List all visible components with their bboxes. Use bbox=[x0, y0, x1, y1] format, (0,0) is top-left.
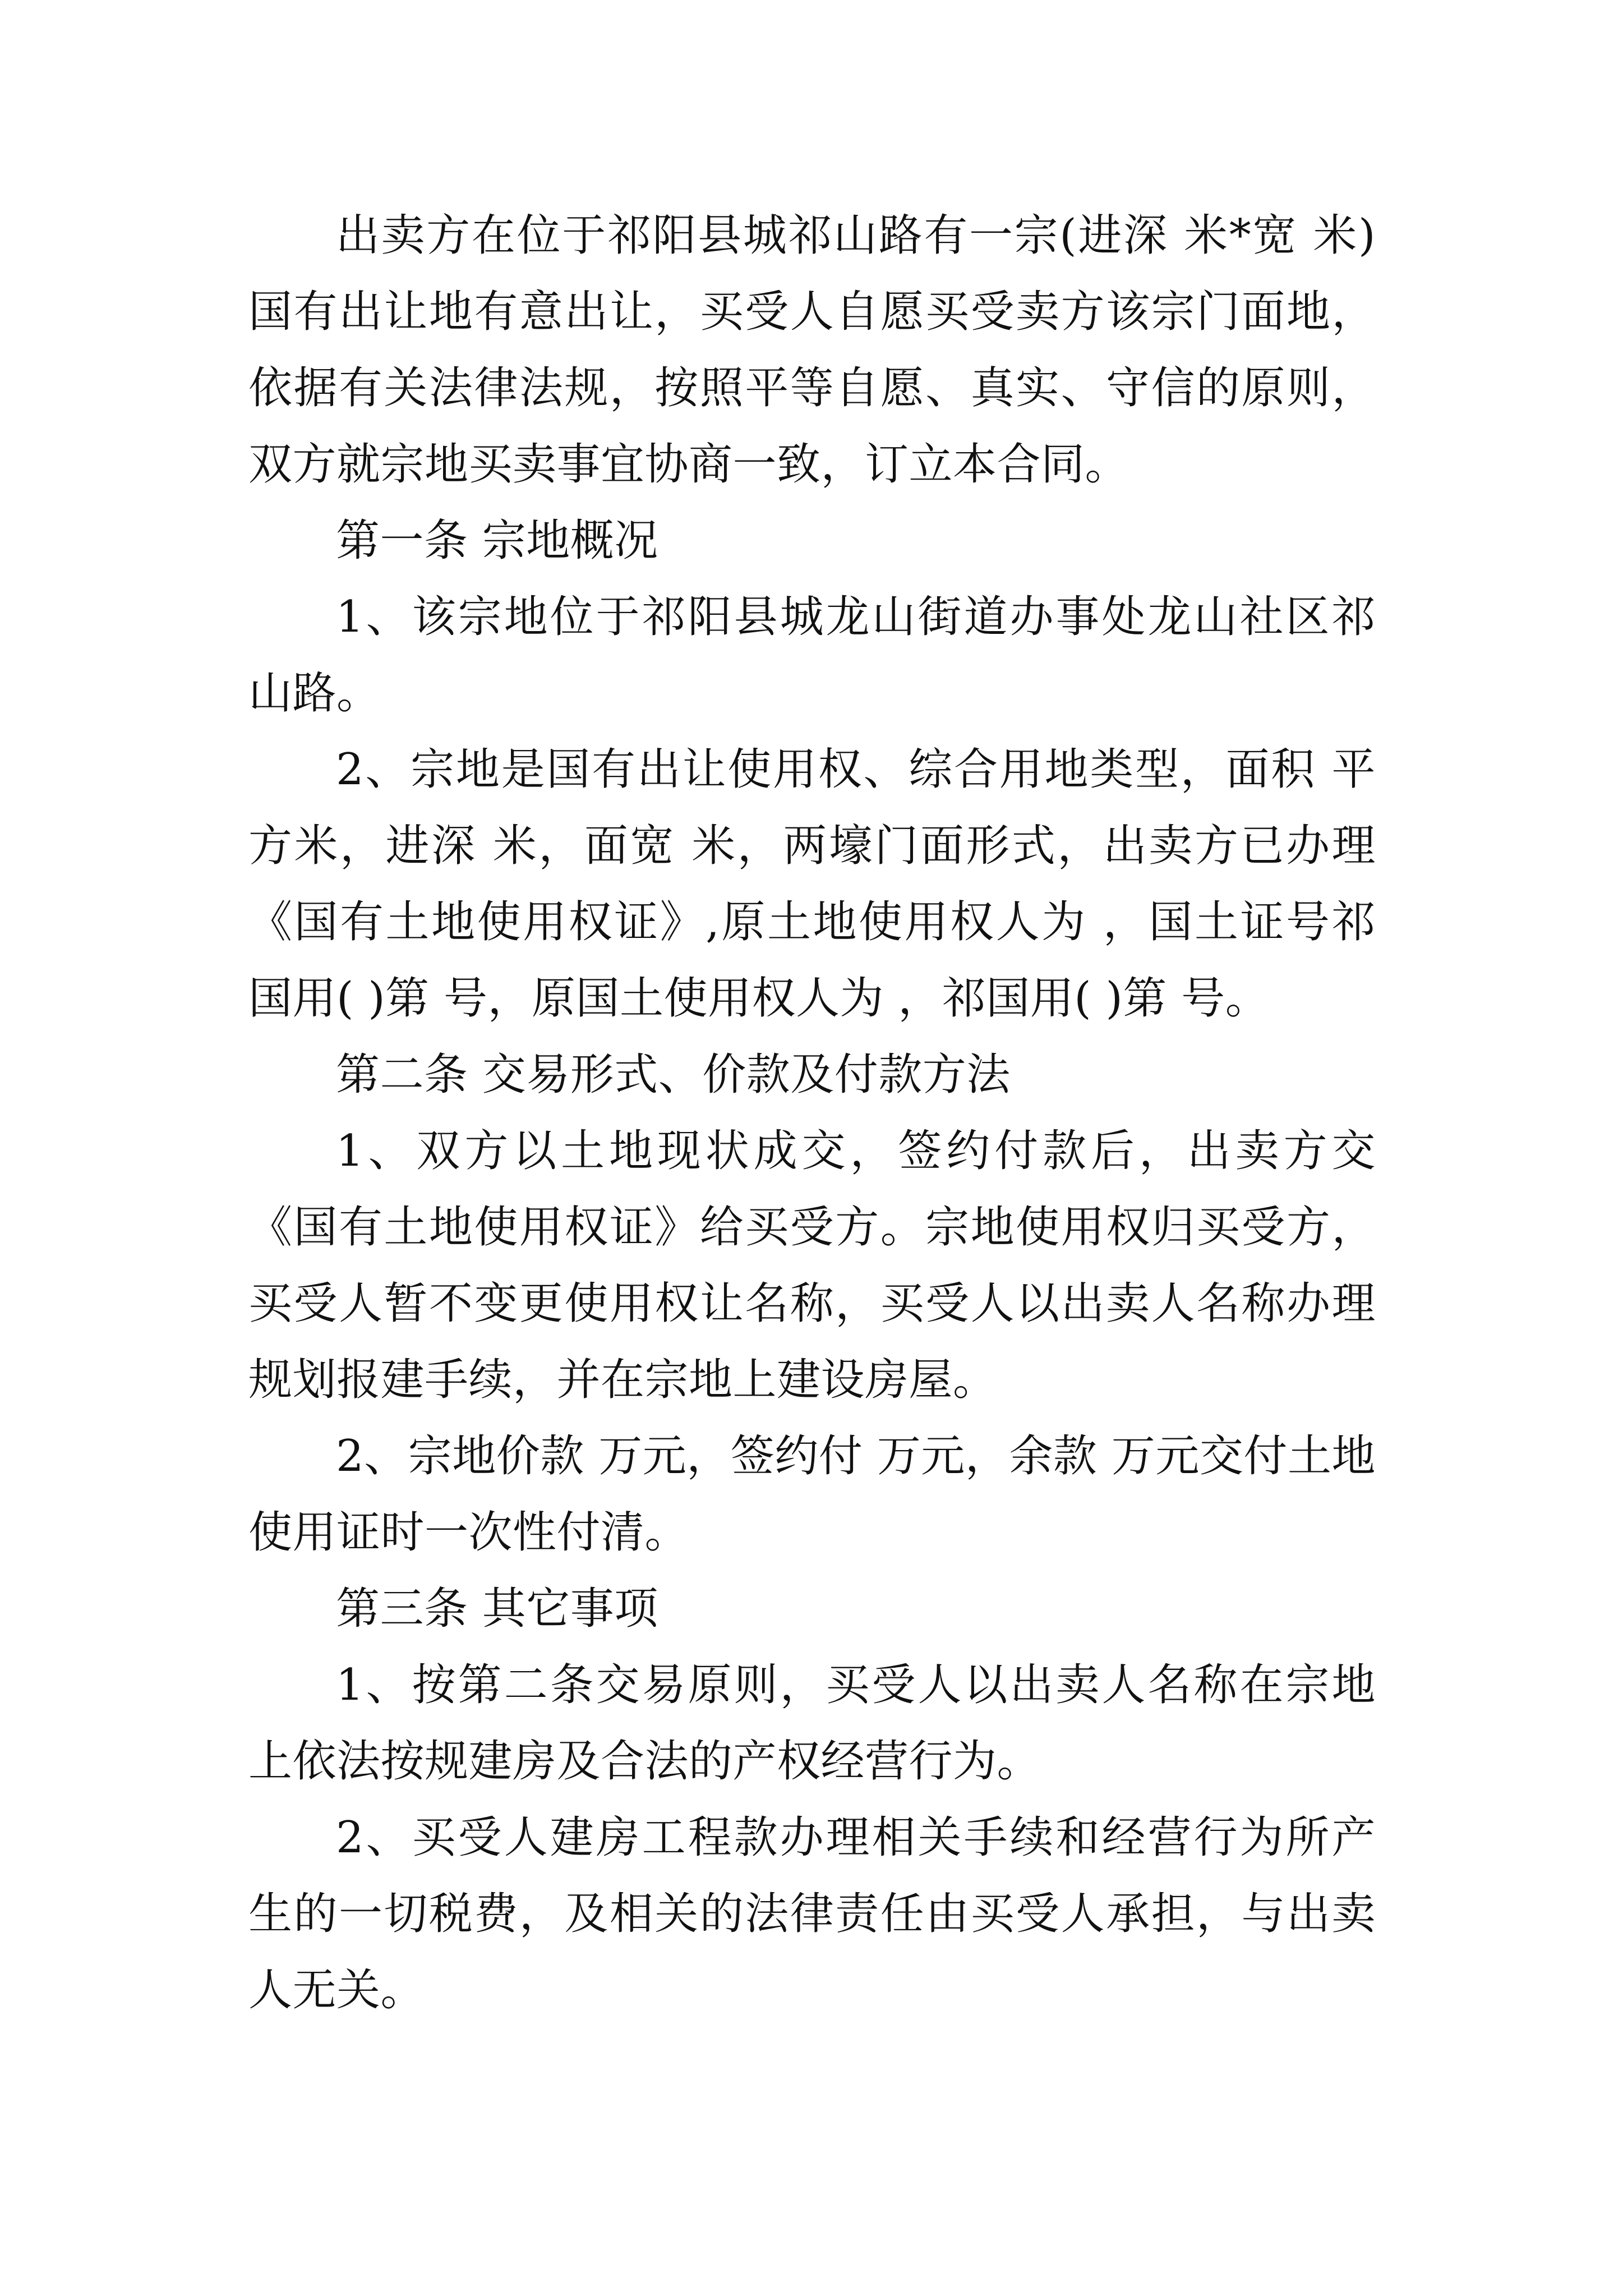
article-2-clause-2: 2、宗地价款 万元，签约付 万元，余款 万元交付土地使用证时一次性付清。 bbox=[248, 1431, 1376, 1558]
intro-paragraph: 出卖方在位于祁阳县城祁山路有一宗(进深 米*宽 米)国有出让地有意出让，买受人自愿买受卖方该宗门面地，依据有关法律法规，按照平等自愿、真实、守信的原则，双方就宗地买卖事宜协商一致，订立本合同。 bbox=[248, 210, 1376, 490]
article-1-clause-1: 1、该宗地位于祁阳县城龙山街道办事处龙山社区祁山路。 bbox=[248, 592, 1376, 719]
article-2-heading: 第二条 交易形式、价款及付款方法 bbox=[336, 1050, 1011, 1100]
article-3-clause-2: 2、买受人建房工程款办理相关手续和经营行为所产生的一切税费，及相关的法律责任由买受人承担，与出卖人无关。 bbox=[248, 1812, 1376, 2016]
article-1-clause-2: 2、宗地是国有出让使用权、综合用地类型，面积 平方米，进深 米，面宽 米，两壕门面形式，出卖方已办理《国有土地使用权证》,原土地使用权人为 ，国土证号祁国用( )第 号，原国土使用权人为 ，祁国用( )第 号。 bbox=[248, 744, 1376, 1024]
contract-body bbox=[248, 197, 1376, 2028]
article-2-clause-1: 1、双方以土地现状成交，签约付款后，出卖方交《国有土地使用权证》给买受方。宗地使用权归买受方，买受人暂不变更使用权让名称，买受人以出卖人名称办理规划报建手续，并在宗地上建设房屋。 bbox=[248, 1126, 1376, 1405]
article-3-heading: 第三条 其它事项 bbox=[336, 1584, 658, 1634]
article-1-heading: 第一条 宗地概况 bbox=[336, 516, 658, 566]
article-3-clause-1: 1、按第二条交易原则，买受人以出卖人名称在宗地上依法按规建房及合法的产权经营行为。 bbox=[248, 1660, 1376, 1787]
